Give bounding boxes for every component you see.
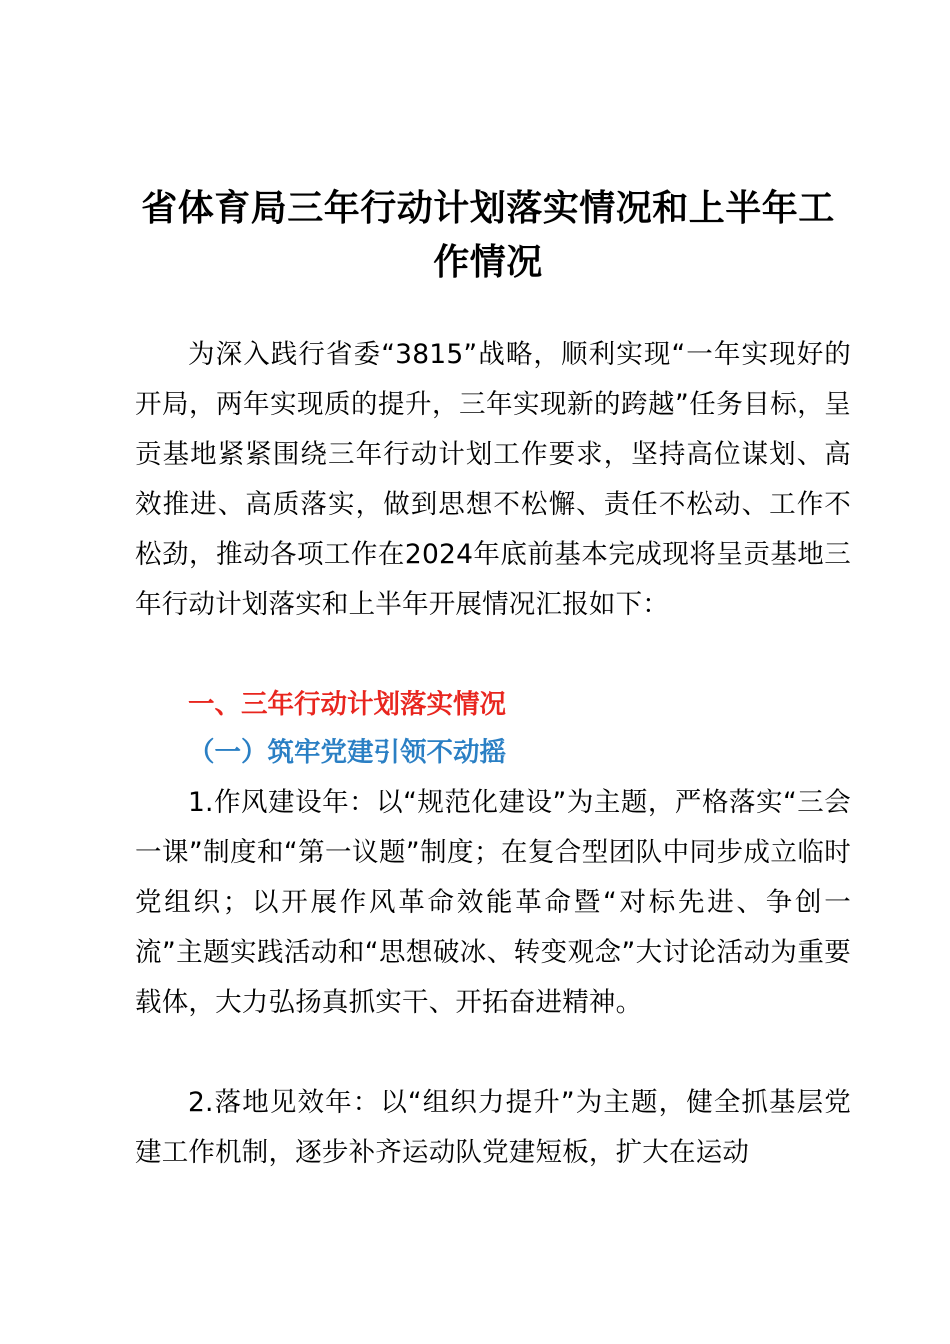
intro-paragraph: 为深入践行省委“3815”战略，顺利实现“一年实现好的开局，两年实现质的提升，三年实现新的跨越”任务目标，呈贡基地紧紧围绕三年行动计划工作要求，坚持高位谋划、高效推进、高质落实，做到思想不松懈、责任不松动、工作不松劲，推动各项工作在2024年底前基本完成现将呈贡基地三年行动计划落实和上半年开展情况汇报如下： — [135, 339, 851, 620]
item-1-paragraph: 1.作风建设年：以“规范化建设”为主题，严格落实“三会一课”制度和“第一议题”制度；在复合型团队中同步成立临时党组织；以开展作风革命效能革命暨“对标先进、争创一流”主题实践活动和“思想破冰、转变观念”大讨论活动为重要载体，大力弘扬真抓实干、开拓奋进精神。 — [135, 787, 851, 1018]
document-title: 省体育局三年行动计划落实情况和上半年工作情况 — [141, 188, 835, 283]
subsection-heading: （一）筑牢党建引领不动摇 — [188, 737, 506, 768]
section-heading: 一、三年行动计划落实情况 — [188, 689, 506, 720]
item-2-paragraph: 2.落地见效年：以“组织力提升”为主题，健全抓基层党建工作机制，逐步补齐运动队党建短板，扩大在运动 — [135, 1087, 851, 1168]
